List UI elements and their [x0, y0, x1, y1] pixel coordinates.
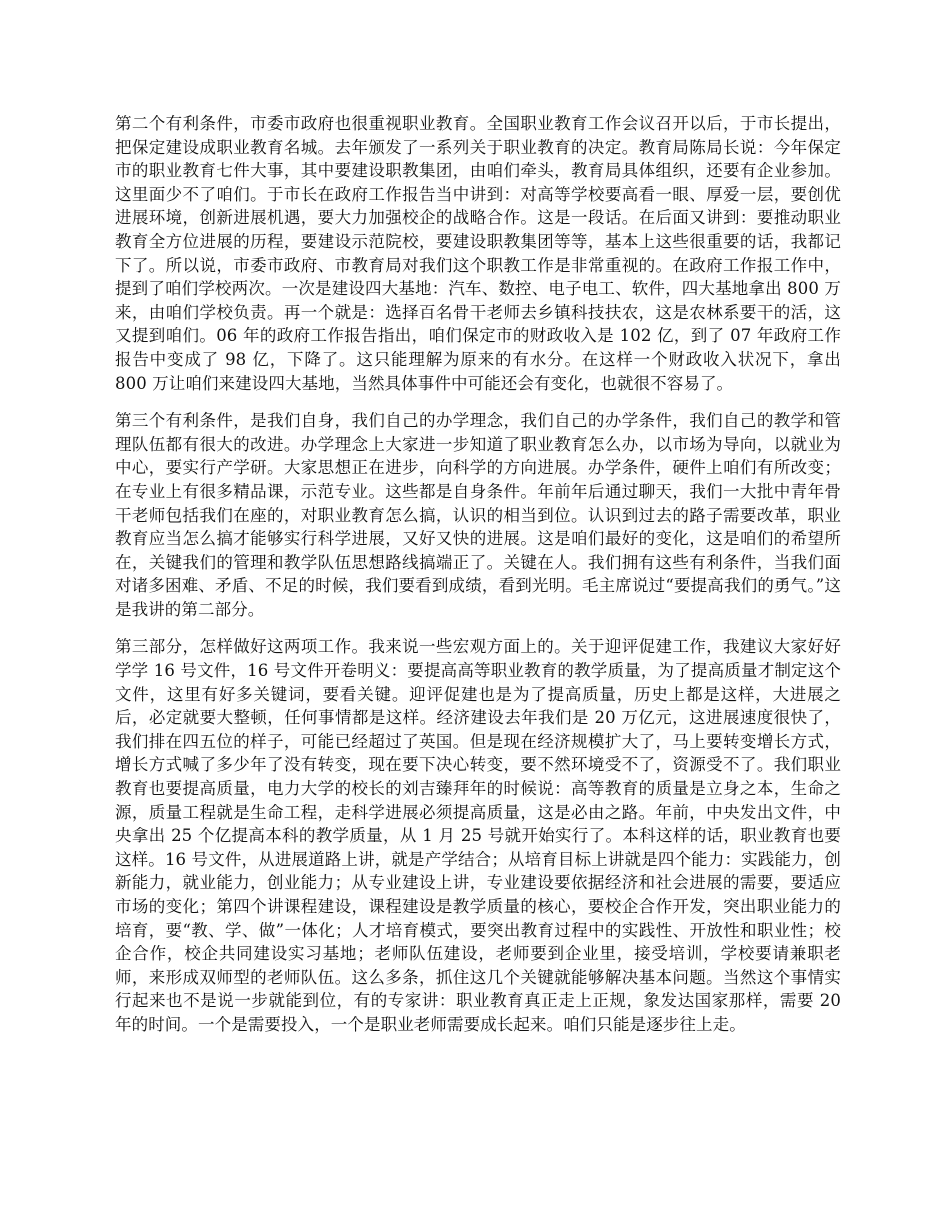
- paragraph-favorable-condition-two: 第二个有利条件，市委市政府也很重视职业教育。全国职业教育工作会议召开以后，于市长提出，把保定建设成职业教育名城。去年颁发了一系列关于职业教育的决定。教育局陈局长说：今年保定市的职业教育七件大事，其中要建设职教集团，由咱们牵头，教育局具体组织，还要有企业参加。这里面少不了咱们。于市长在政府工作报告当中讲到：对高等学校要高看一眼、厚爱一层，要创优进展环境，创新进展机遇，要大力加强校企的战略合作。这是一段话。在后面又讲到：要推动职业教育全方位进展的历程，要建设示范院校，要建设职教集团等等，基本上这些很重要的话，我都记下了。所以说，市委市政府、市教育局对我们这个职教工作是非常重视的。在政府工作报工作中，提到了咱们学校两次。一次是建设四大基地：汽车、数控、电子电工、软件，四大基地拿出 800 万来，由咱们学校负责。再一个就是：选择百名骨干老师去乡镇科技扶农，这是农林系要干的活，这又提到咱们。06 年的政府工作报告指出，咱们保定市的财政收入是 102 亿，到了 07 年政府工作报告中变成了 98 亿，下降了。这只能理解为原来的有水分。在这样一个财政收入状况下，拿出 800 万让咱们来建设四大基地，当然具体事件中可能还会有变化，也就很不容易了。: [115, 114, 841, 393]
- document-page: [115, 112, 841, 1051]
- paragraph-part-three: 第三部分，怎样做好这两项工作。我来说一些宏观方面上的。关于迎评促建工作，我建议大家好好学学 16 号文件，16 号文件开卷明义：要提高高等职业教育的教学质量，为了提高质量才制定这个文件，这里有好多关键词，要看关键。迎评促建也是为了提高质量，历史上都是这样，大进展之后，必定就要大整顿，任何事情都是这样。经济建设去年我们是 20 万亿元，这进展速度很快了，我们排在四五位的样子，可能已经超过了英国。但是现在经济规模扩大了，马上要转变增长方式，增长方式喊了多少年了没有转变，现在要下决心转变，要不然环境受不了，资源受不了。我们职业教育也要提高质量，电力大学的校长的刘吉臻拜年的时候说：高等教育的质量是立身之本，生命之源，质量工程就是生命工程，走科学进展必须提高质量，这是必由之路。年前，中央发出文件，中央拿出 25 个亿提高本科的教学质量，从 1 月 25 号就开始实行了。本科这样的话，职业教育也要这样。16 号文件，从进展道路上讲，就是产学结合；从培育目标上讲就是四个能力：实践能力，创新能力，就业能力，创业能力；从专业建设上讲，专业建设要依据经济和社会进展的需要，要适应市场的变化；第四个讲课程建设，课程建设是教学质量的核心，要校企合作开发，突出职业能力的培育，要“教、学、做”一体化；人才培育模式，要突出教育过程中的实践性、开放性和职业性；校企合作，校企共同建设实习基地；老师队伍建设，老师要到企业里，接受培训，学校要请兼职老师，来形成双师型的老师队伍。这么多条，抓住这几个关键就能够解决基本问题。当然这个事情实行起来也不是说一步就能到位，有的专家讲：职业教育真正走上正规，象发达国家那样，需要 20 年的时间。一个是需要投入，一个是职业老师需要成长起来。咱们只能是逐步往上走。: [115, 637, 841, 1034]
- paragraph-favorable-condition-three: 第三个有利条件，是我们自身，我们自己的办学理念，我们自己的办学条件，我们自己的教学和管理队伍都有很大的改进。办学理念上大家进一步知道了职业教育怎么办，以市场为导向，以就业为中心，要实行产学研。大家思想正在进步，向科学的方向进展。办学条件，硬件上咱们有所改变；在专业上有很多精品课，示范专业。这些都是自身条件。年前年后通过聊天，我们一大批中青年骨干老师包括我们在座的，对职业教育怎么搞，认识的相当到位。认识到过去的路子需要改革，职业教育应当怎么搞才能够实行科学进展，又好又快的进展。这是咱们最好的变化，这是咱们的希望所在，关键我们的管理和教学队伍思想路线搞端正了。关键在人。我们拥有这些有利条件，当我们面对诸多困难、矛盾、不足的时候，我们要看到成绩，看到光明。毛主席说过“要提高我们的勇气。”这是我讲的第二部分。: [115, 411, 841, 619]
